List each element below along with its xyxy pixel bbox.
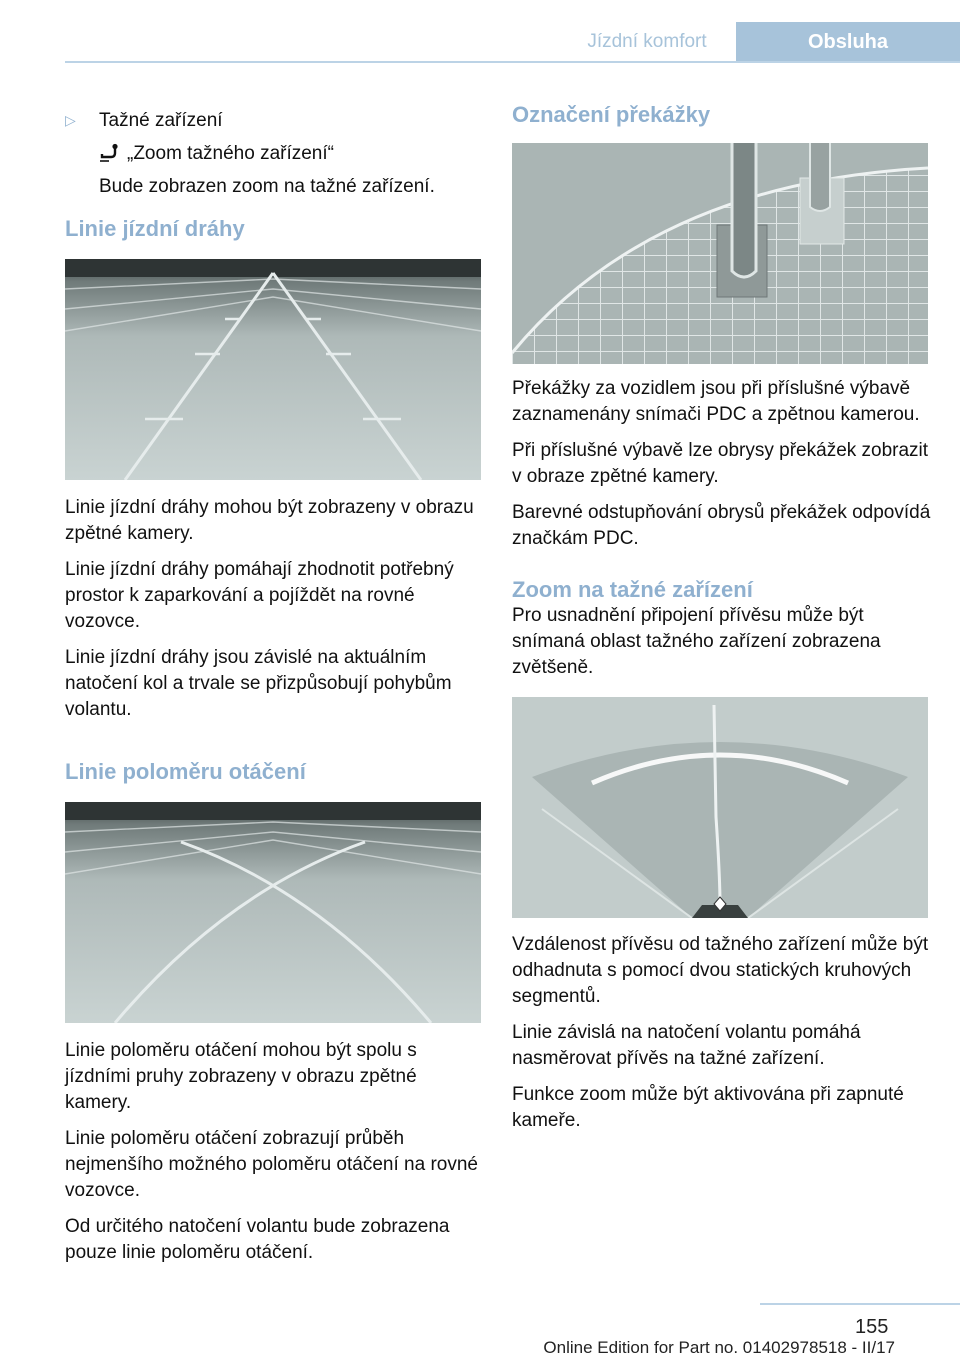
zoom-paragraph-3: Funkce zoom může být aktivována při zapnuté kameře.: [512, 1084, 904, 1131]
page-number: 155: [855, 1316, 889, 1338]
left-column: [65, 216, 485, 1276]
bullet-zoom-label: „Zoom tažného zařízení“: [127, 143, 334, 164]
tow-hitch-icon: [99, 143, 121, 165]
bullet-desc: Bude zobrazen zoom na tažné zařízení.: [99, 176, 435, 197]
radius-paragraph-3: Od určitého natočení volantu bude zobrazena pouze linie poloměru otáčení.: [65, 1216, 450, 1263]
radius-paragraph-2: Linie poloměru otáčení zobrazují průběh nejmenšího možného poloměru otáčení na rovné vozovce.: [65, 1128, 478, 1201]
tow-zoom-intro: Pro usnadnění připojení přívěsu může být snímaná oblast tažného zařízení zobrazena zvětšeně.: [512, 605, 881, 678]
obstacle-paragraph-1: Překážky za vozidlem jsou při příslušné výbavě zaznamenány snímači PDC a zpětnou kamerou.: [512, 378, 920, 425]
bullet-zoom-option: [99, 137, 334, 170]
tow-zoom-figure: [512, 697, 928, 918]
obstacle-paragraph-2: Při příslušné výbavě lze obrysy překážek zobrazit v obraze zpětné kamery.: [512, 440, 929, 487]
lane-lines-figure: [65, 259, 481, 480]
turning-radius-figure: [65, 802, 481, 1023]
lanes-paragraph-2: Linie jízdní dráhy pomáhají zhodnotit potřebný prostor k zaparkování a pojíždět na rovné vozovce.: [65, 559, 454, 632]
zoom-paragraph-2: Linie závislá na natočení volantu pomáhá nasměrovat přívěs na tažné zařízení.: [512, 1022, 861, 1069]
lanes-paragraph-1: Linie jízdní dráhy mohou být zobrazeny v obrazu zpětné kamery.: [65, 497, 474, 544]
header-section: Jízdní komfort: [587, 31, 707, 52]
edition-footer: Online Edition for Part no. 01402978518 - II/17: [543, 1338, 895, 1357]
bullet-triangle-icon: ▷: [65, 112, 76, 128]
heading-tow-zoom: Zoom na tažné zařízení: [512, 577, 753, 602]
header-chapter: Obsluha: [736, 22, 960, 62]
header-divider: [65, 61, 960, 63]
footer-divider: [760, 1303, 960, 1305]
zoom-paragraph-1: Vzdálenost přívěsu od tažného zařízení může být odhadnuta s pomocí dvou statických kruhových segmentů.: [512, 934, 929, 1007]
heading-turning-radius: Linie poloměru otáčení: [65, 759, 306, 784]
heading-obstacle: Označení překážky: [512, 102, 711, 127]
right-column: [512, 102, 932, 1144]
lanes-paragraph-3: Linie jízdní dráhy jsou závislé na aktuálním natočení kol a trvale se přizpůsobují pohybům volantu.: [65, 647, 452, 720]
radius-paragraph-1: Linie poloměru otáčení mohou být spolu s jízdními pruhy zobrazeny v obrazu zpětné kamery.: [65, 1040, 417, 1113]
bullet-title: Tažné zařízení: [99, 110, 223, 131]
obstacle-marking-figure: [512, 143, 928, 364]
heading-lanes: Linie jízdní dráhy: [65, 216, 245, 241]
obstacle-paragraph-3: Barevné odstupňování obrysů překážek odpovídá značkám PDC.: [512, 502, 931, 549]
